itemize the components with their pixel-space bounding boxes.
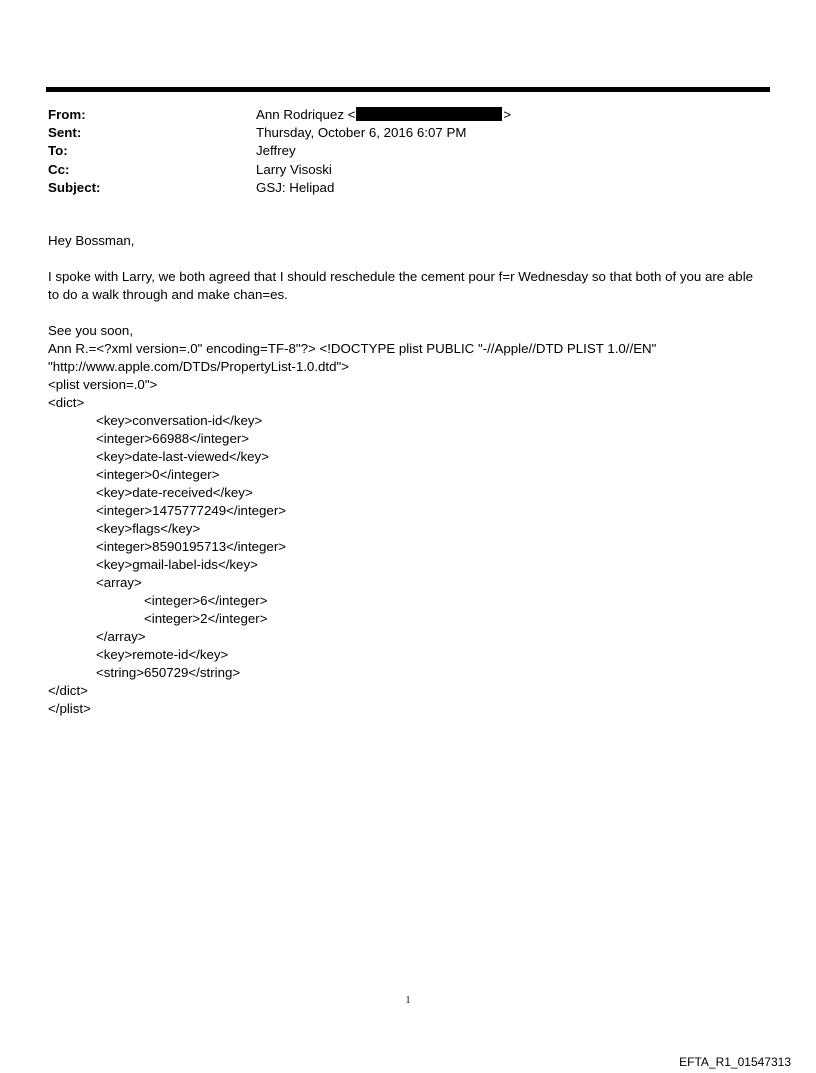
to-row bbox=[48, 142, 768, 160]
sent-row bbox=[48, 124, 768, 142]
array-item: <integer>2</integer> bbox=[144, 611, 268, 626]
dict-open: <dict> bbox=[48, 395, 85, 410]
to-label: To: bbox=[48, 143, 68, 159]
plist-key: <key>flags</key> bbox=[96, 521, 201, 536]
array-close: </array> bbox=[96, 629, 146, 644]
paragraph-line-1: I spoke with Larry, we both agreed that I should reschedule the cement pour f=r Wednesday so that both of you are able bbox=[48, 269, 754, 284]
dict-close: </dict> bbox=[48, 683, 88, 698]
cc-row bbox=[48, 161, 768, 179]
from-label: From: bbox=[48, 107, 86, 122]
cc-value: Larry Visoski bbox=[256, 161, 332, 177]
from-name: Ann Rodriquez < bbox=[256, 107, 356, 122]
greeting: Hey Bossman, bbox=[48, 233, 135, 248]
plist-value: <integer>0</integer> bbox=[96, 467, 220, 482]
to-value: Jeffrey bbox=[256, 143, 296, 159]
array-item: <integer>6</integer> bbox=[144, 593, 268, 608]
cc-label: Cc: bbox=[48, 161, 70, 177]
signature-line: Ann R.=<?xml version=.0" encoding=TF-8"?> <!DOCTYPE plist PUBLIC "-//Apple//DTD PLIST 1.0//EN" bbox=[48, 341, 657, 356]
plist-key: <key>remote-id</key> bbox=[96, 647, 229, 662]
page-number: 1 bbox=[405, 995, 411, 1006]
array-open: <array> bbox=[96, 575, 142, 590]
from-close: > bbox=[503, 107, 512, 122]
email-body bbox=[48, 232, 778, 718]
from-row bbox=[48, 106, 768, 124]
redaction-box bbox=[356, 107, 502, 121]
sent-label: Sent: bbox=[48, 125, 82, 141]
plist-value: <integer>1475777249</integer> bbox=[96, 503, 287, 518]
subject-label: Subject: bbox=[48, 179, 101, 195]
subject-value: GSJ: Helipad bbox=[256, 179, 335, 195]
header-rule bbox=[46, 87, 770, 92]
bates-number: EFTA_R1_01547313 bbox=[679, 1055, 791, 1069]
paragraph-line-2: to do a walk through and make chan=es. bbox=[48, 287, 288, 302]
plist-value: <integer>8590195713</integer> bbox=[96, 539, 287, 554]
plist-key: <key>date-received</key> bbox=[96, 485, 253, 500]
plist-key: <key>date-last-viewed</key> bbox=[96, 449, 269, 464]
plist-key: <key>conversation-id</key> bbox=[96, 413, 263, 428]
signoff: See you soon, bbox=[48, 323, 134, 338]
sent-value: Thursday, October 6, 2016 6:07 PM bbox=[256, 125, 467, 141]
plist-open: <plist version=.0"> bbox=[48, 377, 158, 392]
from-value bbox=[256, 106, 511, 124]
email-header bbox=[48, 106, 768, 197]
subject-row bbox=[48, 179, 768, 197]
plist-value: <string>650729</string> bbox=[96, 665, 241, 680]
plist-key: <key>gmail-label-ids</key> bbox=[96, 557, 258, 572]
dtd-url: "http://www.apple.com/DTDs/PropertyList-1.0.dtd"> bbox=[48, 359, 349, 374]
plist-close: </plist> bbox=[48, 701, 91, 716]
plist-value: <integer>66988</integer> bbox=[96, 431, 250, 446]
